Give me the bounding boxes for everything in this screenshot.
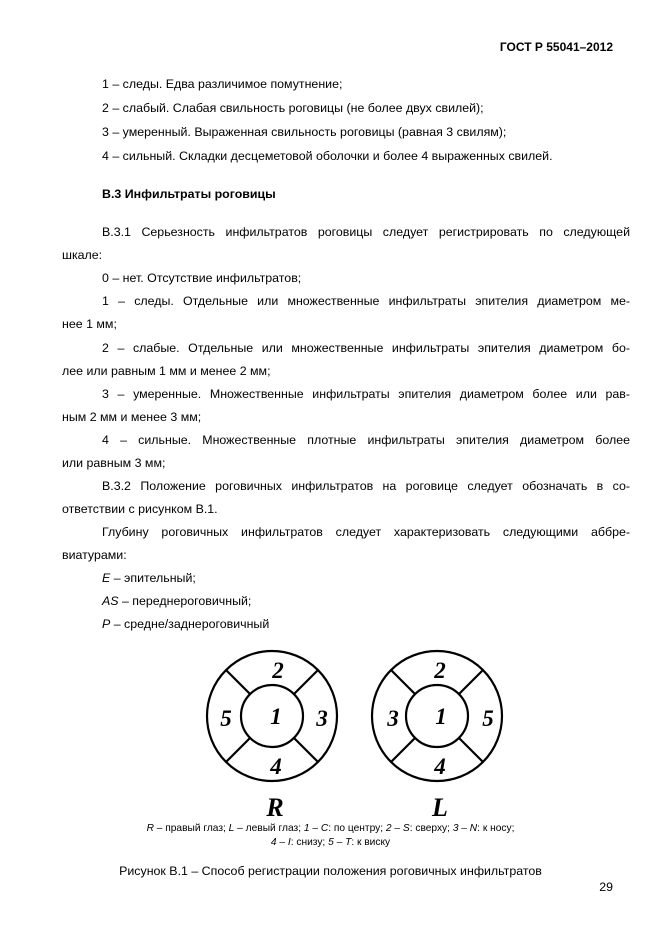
figure-legend (0, 822, 661, 850)
left-eye-label: L (432, 793, 448, 820)
right-eye-zone-bottom: 4 (270, 754, 282, 779)
left-eye-zone-top: 2 (434, 658, 446, 683)
scale-line-4: 4 – сильный. Складки десцеметовой оболочки и более 4 выраженных свилей. (102, 149, 553, 163)
scale-line-1: 1 – следы. Едва различимое помутнение; (102, 77, 343, 91)
right-eye-zone-left: 5 (220, 706, 232, 731)
grade-1-line1: 1 – следы. Отдельные или множественные инфильтраты эпителия диаметром ме- (102, 294, 630, 308)
left-eye-zone-right: 5 (482, 706, 494, 731)
depth-paragraph-line2: виатурами: (62, 548, 127, 562)
grade-4-line1: 4 – сильные. Множественные плотные инфильтраты эпителия диаметром более (102, 433, 630, 447)
right-eye-label: R (266, 793, 284, 820)
right-eye-zone-top: 2 (272, 658, 284, 683)
document-header: ГОСТ Р 55041–2012 (499, 40, 613, 54)
cornea-position-figure (0, 640, 661, 820)
right-eye-zone-center: 1 (270, 704, 282, 729)
scale-line-2: 2 – слабый. Слабая свильность роговицы (не более двух свилей); (102, 101, 484, 115)
grade-1-line2: нее 1 мм; (62, 317, 117, 331)
abbr-p: P – средне/заднероговичный (102, 617, 270, 631)
figure-title: Рисунок В.1 – Способ регистрации положения роговичных инфильтратов (119, 864, 542, 878)
grade-0: 0 – нет. Отсутствие инфильтратов; (102, 271, 302, 285)
paragraph-b32-line2: ответствии с рисунком В.1. (62, 502, 218, 516)
paragraph-b32-line1: В.3.2 Положение роговичных инфильтратов на роговице следует обозначать в со- (102, 479, 630, 493)
depth-paragraph-line1: Глубину роговичных инфильтратов следует характеризовать следующими аббре- (102, 525, 630, 539)
section-title: В.3 Инфильтраты роговицы (102, 187, 276, 201)
grade-3-line1: 3 – умеренные. Множественные инфильтраты эпителия диаметром более или рав- (102, 387, 630, 401)
grade-2-line2: лее или равным 1 мм и менее 2 мм; (62, 364, 271, 378)
left-eye-zone-center: 1 (435, 704, 447, 729)
paragraph-b31-line1: В.3.1 Серьезность инфильтратов роговицы следует регистрировать по следующей (102, 225, 630, 239)
figure-legend-line1: R – правый глаз; L – левый глаз; 1 – C: по центру; 2 – S: сверху; 3 – N: к носу; (146, 823, 515, 834)
page-number: 29 (599, 880, 613, 894)
abbr-e: E – эпительный; (102, 571, 196, 585)
scale-line-3: 3 – умеренный. Выраженная свильность роговицы (равная 3 свилям); (102, 125, 507, 139)
left-eye-zone-left: 3 (387, 706, 399, 731)
grade-4-line2: или равным 3 мм; (62, 456, 166, 470)
right-eye-zone-right: 3 (316, 706, 328, 731)
grade-2-line1: 2 – слабые. Отдельные или множественные инфильтраты эпителия диаметром бо- (102, 341, 630, 355)
paragraph-b31-line2: шкале: (62, 248, 103, 262)
figure-legend-line2: 4 – I: снизу; 5 – T: к виску (270, 837, 391, 848)
abbr-as: AS – переднероговичный; (102, 594, 252, 608)
grade-3-line2: ным 2 мм и менее 3 мм; (62, 410, 202, 424)
left-eye-zone-bottom: 4 (434, 754, 446, 779)
